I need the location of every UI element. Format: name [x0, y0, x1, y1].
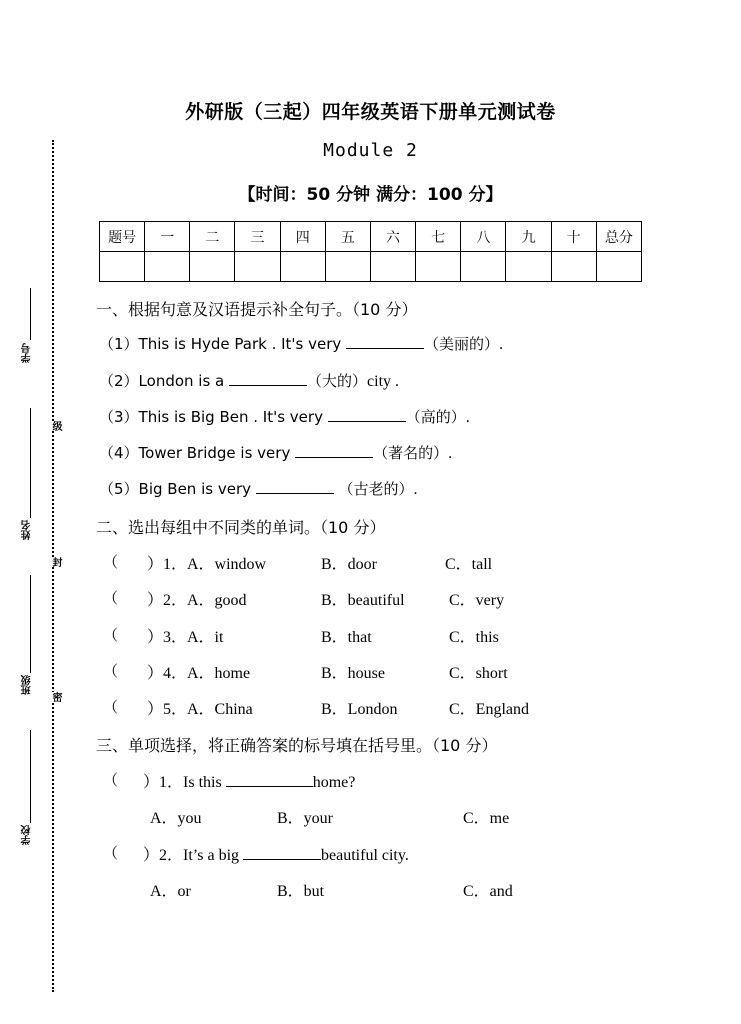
item-number: ）2．: [147, 592, 188, 609]
answer-blank[interactable]: [346, 334, 424, 349]
score-header-cell: 八: [461, 222, 506, 252]
question-text: [143, 769, 355, 792]
item-text: （5）Big Ben is very: [99, 480, 256, 498]
option-c: C．very: [449, 592, 505, 609]
item-ending: city .: [367, 373, 400, 390]
option-a: A．home: [187, 665, 251, 682]
option-b: B．door: [321, 556, 378, 573]
answer-blank[interactable]: [295, 443, 373, 458]
section1-item-5: [99, 478, 418, 499]
answer-blank[interactable]: [229, 371, 307, 386]
section3-item-1-question: [103, 769, 603, 791]
item-ending: .: [448, 445, 453, 462]
section2-item-1: [103, 551, 623, 573]
question-post: beautiful city.: [321, 847, 409, 864]
section3-item-2-question: [103, 842, 603, 864]
section1-heading: 一、根据句意及汉语提示补全句子。（10 分）: [96, 300, 418, 319]
question-pre: Is this: [183, 774, 226, 791]
section2-heading: 二、选出每组中不同类的单词。（10 分）: [96, 518, 386, 537]
answer-bracket-open[interactable]: （: [103, 626, 119, 644]
score-header-cell: 题号: [100, 222, 145, 252]
score-table-blank-row: [100, 252, 642, 282]
item-ending: .: [465, 409, 470, 426]
margin-label-class: 班级: [22, 675, 33, 695]
section1-item-3: [99, 406, 470, 427]
section2-item-4: [103, 660, 623, 682]
answer-bracket-open[interactable]: （: [103, 662, 119, 680]
option-c: C．tall: [445, 556, 493, 573]
section3-heading: 三、单项选择，将正确答案的标号填在括号里。（10 分）: [96, 736, 498, 755]
answer-blank[interactable]: [226, 772, 313, 787]
time-score-info: 【时间：50 分钟 满分：100 分】: [238, 185, 503, 205]
answer-blank[interactable]: [243, 845, 321, 860]
item-hint: （高的）: [405, 408, 466, 426]
module-title: Module 2: [323, 140, 418, 161]
item-hint: （古老的）: [333, 480, 414, 498]
score-header-cell: 四: [280, 222, 325, 252]
option-c: C．this: [449, 629, 499, 646]
margin-label-student-id: 学号: [22, 343, 33, 363]
option-b: B．beautiful: [321, 592, 405, 609]
option-b: B．that: [321, 629, 372, 646]
score-input-cell[interactable]: [280, 252, 325, 282]
section1-item-1: [99, 333, 503, 354]
section2-item-5: [103, 696, 623, 718]
score-input-cell[interactable]: [461, 252, 506, 282]
item-number: ）3．: [147, 629, 188, 646]
option-b: B．but: [277, 883, 325, 900]
option-a: A．you: [150, 810, 202, 827]
section3-item-1-options: [150, 805, 600, 827]
score-header-cell: 五: [325, 222, 370, 252]
score-input-cell[interactable]: [596, 252, 641, 282]
score-table-header-row: [100, 222, 642, 252]
item-text: （2）London is a: [99, 372, 230, 390]
answer-bracket-open[interactable]: （: [103, 698, 119, 716]
answer-bracket-open[interactable]: （: [103, 553, 119, 571]
item-text: （3）This is Big Ben . It's very: [99, 408, 328, 426]
question-post: home?: [312, 774, 356, 791]
item-number: ）1．: [143, 774, 184, 791]
score-header-cell: 十: [551, 222, 596, 252]
score-input-cell[interactable]: [551, 252, 596, 282]
seal-char-feng: 封: [50, 557, 61, 567]
score-input-cell[interactable]: [416, 252, 461, 282]
option-c: C．and: [463, 883, 513, 900]
item-hint: （著名的）: [373, 444, 449, 462]
answer-bracket-open[interactable]: （: [103, 771, 119, 789]
margin-label-school: 学校: [22, 825, 33, 845]
seal-char-mi: 密: [50, 692, 61, 702]
score-input-cell[interactable]: [190, 252, 235, 282]
score-header-cell: 六: [370, 222, 415, 252]
answer-blank[interactable]: [256, 479, 334, 494]
margin-line-name: [30, 408, 31, 518]
item-hint: （美丽的）: [424, 335, 500, 353]
item-number: ）1．: [147, 556, 188, 573]
option-c: C．short: [449, 665, 508, 682]
score-input-cell[interactable]: [325, 252, 370, 282]
question-text: [143, 842, 409, 865]
option-c: C．England: [449, 701, 529, 718]
score-header-cell: 二: [190, 222, 235, 252]
answer-blank[interactable]: [328, 407, 406, 422]
option-a: A．or: [150, 883, 191, 900]
score-input-cell[interactable]: [506, 252, 551, 282]
option-a: A．it: [187, 629, 224, 646]
answer-bracket-open[interactable]: （: [103, 844, 119, 862]
score-table: [99, 221, 642, 282]
score-header-cell: 七: [416, 222, 461, 252]
score-header-cell: 总分: [596, 222, 641, 252]
option-b: B．London: [321, 701, 398, 718]
page-title: 外研版（三起）四年级英语下册单元测试卷: [185, 102, 556, 123]
section3-item-2-options: [150, 878, 600, 900]
item-hint: （大的）: [307, 372, 368, 390]
item-text: （1）This is Hyde Park . It's very: [99, 335, 347, 353]
option-a: A．China: [187, 701, 253, 718]
section2-item-3: [103, 624, 623, 646]
item-ending: .: [499, 336, 504, 353]
option-b: B．your: [277, 810, 334, 827]
item-number: ）2．: [143, 847, 184, 864]
item-number: ）5．: [147, 701, 188, 718]
score-input-cell[interactable]: [235, 252, 280, 282]
answer-bracket-open[interactable]: （: [103, 589, 119, 607]
question-pre: It’s a big: [183, 847, 244, 864]
item-ending: .: [413, 481, 418, 498]
option-a: A．window: [187, 556, 267, 573]
score-header-cell: 三: [235, 222, 280, 252]
score-header-cell: 一: [145, 222, 190, 252]
score-header-cell: 九: [506, 222, 551, 252]
margin-label-name: 姓名: [22, 520, 33, 540]
section1-item-4: [99, 442, 452, 463]
score-input-cell[interactable]: [100, 252, 145, 282]
margin-line-class: [30, 575, 31, 673]
margin-line-student-id: [30, 288, 31, 340]
margin-line-school: [30, 730, 31, 823]
section2-item-2: [103, 587, 623, 609]
option-c: C．me: [463, 810, 510, 827]
option-a: A．good: [187, 592, 247, 609]
option-b: B．house: [321, 665, 386, 682]
section1-item-2: [99, 370, 399, 391]
score-input-cell[interactable]: [370, 252, 415, 282]
seal-char-ji: 级: [50, 421, 61, 431]
item-number: ）4．: [147, 665, 188, 682]
item-text: （4）Tower Bridge is very: [99, 444, 296, 462]
score-input-cell[interactable]: [145, 252, 190, 282]
